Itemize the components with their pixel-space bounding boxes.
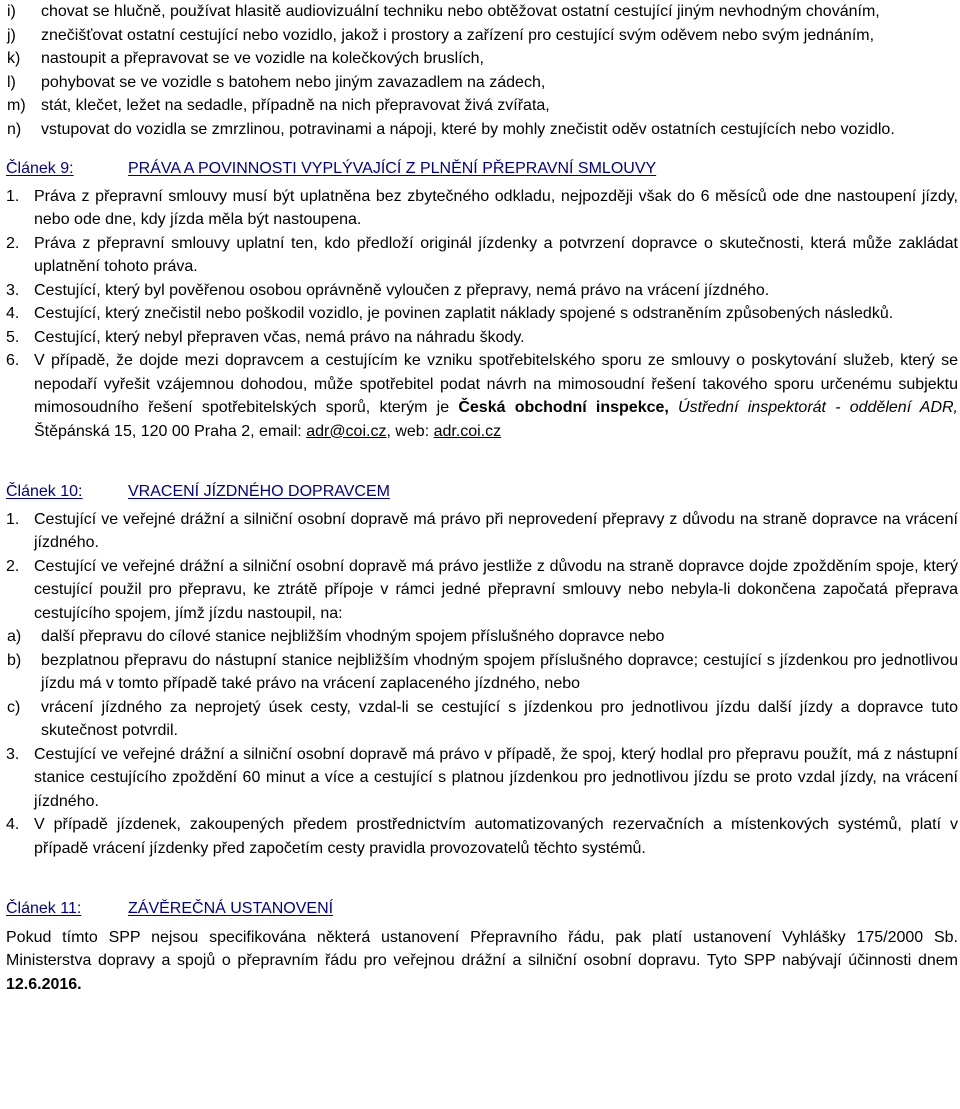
list-item-text: další přepravu do cílové stanice nejbližším vhodným spojem příslušného dopravce nebo xyxy=(41,628,665,645)
paragraph-text: Pokud tímto SPP nejsou specifikována některá ustanovení Přepravního řádu, pak platí ustanovení Vyhlášky 175/2000 Sb. Ministerstva dopravy a spojů o přepravním řádu pro veřejnou drážní a silniční osobní dopravu. Tyto SPP nabývají účinnosti dnem xyxy=(6,928,958,969)
list-item-text: vrácení jízdného za neprojetý úsek cesty, vzdal-li se cestující s jízdenkou pro jednotlivou jízdu další jízdy a dopravce tuto skutečnost potvrdil. xyxy=(41,698,958,739)
list-item xyxy=(6,185,958,232)
list-item-text: stát, klečet, ležet na sedadle, případně na nich přepravovat živá zvířata, xyxy=(41,97,550,114)
article-title: VRACENÍ JÍZDNÉHO DOPRAVCEM xyxy=(128,483,390,500)
list-marker: j) xyxy=(7,26,16,44)
list-item-text: Cestující, který byl pověřenou osobou oprávněně vyloučen z přepravy, nemá právo na vrácení jízdného. xyxy=(34,281,770,299)
list-item xyxy=(6,47,958,71)
list-item xyxy=(6,508,958,555)
list-item xyxy=(6,232,958,279)
list-item-text: Práva z přepravní smlouvy musí být uplatněna bez zbytečného odkladu, nejpozději však do 6 měsíců ode dne nastoupení jízdy, nebo ode dne, kdy jízda měla být nastoupena. xyxy=(34,187,958,228)
list-item xyxy=(6,555,958,626)
list-item xyxy=(6,0,958,24)
list-marker: c) xyxy=(7,698,21,716)
list-marker: b) xyxy=(7,651,22,669)
list-item-text: Cestující ve veřejné drážní a silniční osobní dopravě má právo jestliže z důvodu na straně dopravce dojde zpožděním spoje, který cestující použil pro přepravu, ke ztrátě přípoje v rámci jedné přepravní smlouvy nebo nebyla-li dokončena započatá přeprava cestujícího spojem, jímž jízdu nastoupil, na: xyxy=(34,557,958,622)
article-title: ZÁVĚREČNÁ USTANOVENÍ xyxy=(128,900,334,917)
article-label: Článek 11: xyxy=(6,900,82,917)
list-item-text: Cestující ve veřejné drážní a silniční osobní dopravě má právo v případě, že spoj, který hodlal pro přepravu použít, má z nástupní stanice cestujícího zpoždění 60 minut a více a cestující s platnou jízdenkou pro jednotlivou jízdu se proto vzdal jízdy, na vrácení jízdného. xyxy=(34,745,958,810)
final-provisions-paragraph xyxy=(6,926,958,997)
list-item xyxy=(6,279,958,303)
article-9-heading xyxy=(6,157,958,181)
list-item-text: Cestující, který nebyl přepraven včas, nemá právo na náhradu škody. xyxy=(34,328,525,346)
article-11-heading xyxy=(6,897,958,921)
list-item xyxy=(6,302,958,326)
list-item xyxy=(6,349,958,443)
list-item-text: Cestující, který znečistil nebo poškodil vozidlo, je povinen zaplatit náklady spojené s odstraněním způsobených následků. xyxy=(34,305,894,322)
list-item xyxy=(6,71,958,95)
list-marker: n) xyxy=(7,120,22,138)
list-item-text: chovat se hlučně, používat hlasitě audiovizuální techniku nebo obtěžovat ostatní cestující jiným nevhodným chováním, xyxy=(41,3,880,20)
list-item-text: Práva z přepravní smlouvy uplatní ten, kdo předloží originál jízdenky a potvrzení dopravce o skutečnosti, která může zakládat uplatnění tohoto práva. xyxy=(34,234,958,275)
list-item-text: znečišťovat ostatní cestující nebo vozidlo, jakož i prostory a zařízení pro cestující svým oděvem nebo svým jednáním, xyxy=(41,26,875,44)
list-item-text: nastoupit a přepravovat se ve vozidle na kolečkových bruslích, xyxy=(41,50,484,67)
effective-date: 12.6.2016. xyxy=(6,975,82,993)
prohibitions-list xyxy=(6,0,958,141)
email-link[interactable]: adr@coi.cz xyxy=(306,422,387,440)
list-number: 2. xyxy=(6,557,20,575)
list-number: 2. xyxy=(6,234,20,252)
list-marker: m) xyxy=(7,97,26,114)
list-marker: l) xyxy=(7,73,16,91)
list-item xyxy=(6,743,958,814)
list-item-text: pohybovat se ve vozidle s batohem nebo jiným zavazadlem na zádech, xyxy=(41,73,546,91)
article-label: Článek 9: xyxy=(6,160,74,177)
authority-department: Ústřední inspektorát - oddělení ADR, xyxy=(668,399,959,416)
list-item xyxy=(6,24,958,48)
list-number: 3. xyxy=(6,745,20,763)
list-item-text: Cestující ve veřejné drážní a silniční osobní dopravě má právo při neprovedení přepravy z důvodu na straně dopravce na vrácení jízdného. xyxy=(34,510,958,551)
list-number: 5. xyxy=(6,328,20,346)
list-number: 1. xyxy=(6,187,20,205)
list-number: 4. xyxy=(6,816,20,833)
sub-list-item xyxy=(6,649,958,696)
list-item-text: vstupovat do vozidla se zmrzlinou, potravinami a nápoji, které by mohly znečistit oděv ostatních cestujících nebo vozidlo. xyxy=(41,120,895,138)
article-10-list xyxy=(6,508,958,861)
sub-list-item xyxy=(6,696,958,743)
separator-text: , web: xyxy=(386,422,434,440)
list-marker: a) xyxy=(7,628,22,645)
list-number: 6. xyxy=(6,352,20,369)
list-number: 4. xyxy=(6,305,20,322)
list-marker: i) xyxy=(7,3,16,20)
article-label: Článek 10: xyxy=(6,483,83,500)
article-10-heading xyxy=(6,480,958,504)
list-item-text: bezplatnou přepravu do nástupní stanice nejbližším vhodným spojem příslušného dopravce; cestující s jízdenkou pro jednotlivou jízdu má v tomto případě také právo na vrácení zaplaceného jízdného, nebo xyxy=(41,651,958,692)
list-number: 3. xyxy=(6,281,20,299)
list-item xyxy=(6,118,958,142)
list-item xyxy=(6,94,958,118)
list-item xyxy=(6,326,958,350)
authority-address: Štěpánská 15, 120 00 Praha 2, email: xyxy=(34,422,307,440)
article-title: PRÁVA A POVINNOSTI VYPLÝVAJÍCÍ Z PLNĚNÍ PŘEPRAVNÍ SMLOUVY xyxy=(128,160,657,177)
authority-name: Česká obchodní inspekce, xyxy=(458,399,669,416)
web-link[interactable]: adr.coi.cz xyxy=(433,422,502,440)
list-item xyxy=(6,813,958,860)
list-item-text xyxy=(34,349,958,443)
list-marker: k) xyxy=(7,50,21,67)
list-item-text: V případě jízdenek, zakoupených předem prostřednictvím automatizovaných rezervačních a místenkových systémů, platí v případě vrácení jízdenky před započetím cesty pravidla provozovatelů těchto systémů. xyxy=(34,816,958,857)
item-text: V případě, že dojde mezi dopravcem a cestujícím ke vzniku spotřebitelského sporu ze smlouvy o poskytování služeb, který se nepodaří vyřešit vzájemnou dohodou, může spotřebitel podat návrh na mimosoudní řešení takového sporu určenému subjektu mimosoudního řešení spotřebitelských sporů, kterým je xyxy=(34,352,958,416)
list-number: 1. xyxy=(6,510,20,528)
article-9-list xyxy=(6,185,958,444)
sub-list-item xyxy=(6,625,958,649)
